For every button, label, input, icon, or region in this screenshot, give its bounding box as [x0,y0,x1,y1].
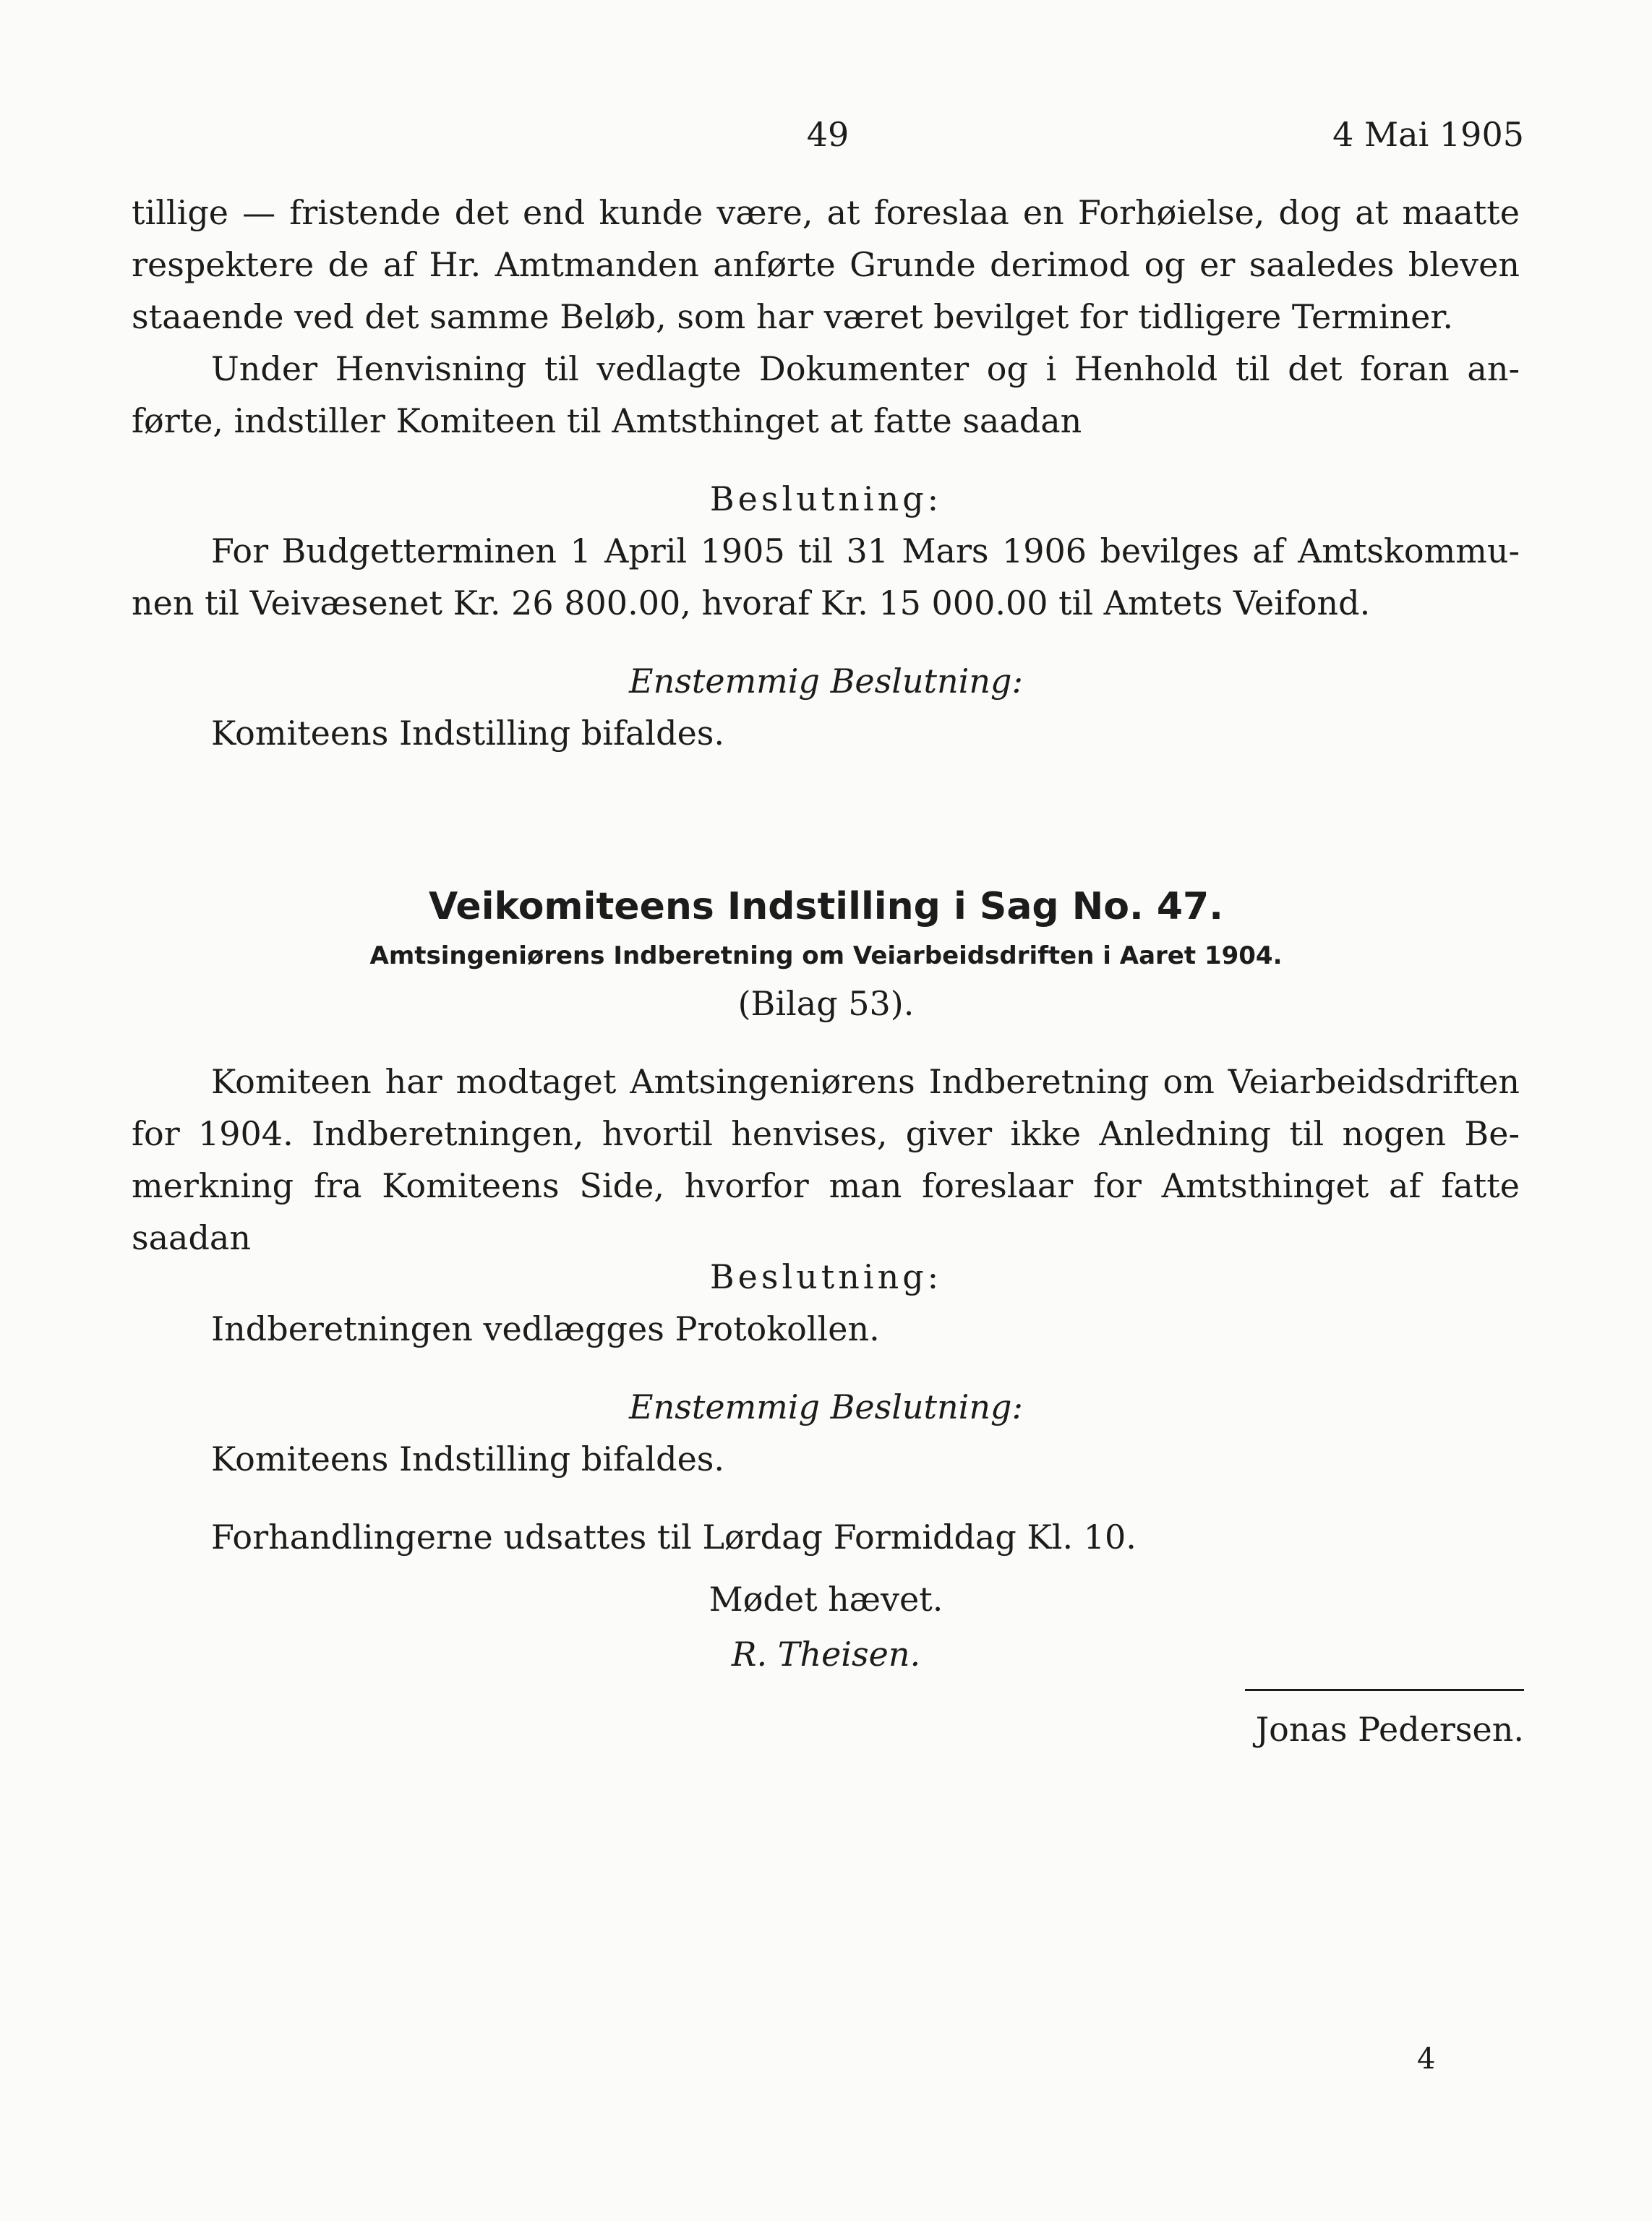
sheet-number: 4 [1417,2042,1436,2076]
text-line: merkning fra Komiteens Side, hvorfor man foreslaar for Amtsthinget af fatte [132,1166,1520,1205]
section-title: Veikomiteens Indstilling i Sag No. 47. [429,885,1223,928]
paragraph-continuation [132,187,1520,343]
enstemmig-heading: Enstemmig Beslutning: [629,662,1023,701]
section-subtitle: Amtsingeniørens Indberetning om Veiarbeidsdriften i Aaret 1904. [369,941,1283,970]
beslutning-text [132,525,1520,629]
text-line: nen til Veivæsenet Kr. 26 800.00, hvoraf Kr. 15 000.00 til Amtets Veifond. [132,583,1371,622]
beslutning-heading: Beslutning: [709,1257,943,1296]
signature-chair: R. Theisen. [731,1635,921,1674]
beslutning-heading: Beslutning: [709,479,943,518]
enstemmig-heading: Enstemmig Beslutning: [629,1387,1023,1426]
text-line: for 1904. Indberetningen, hvortil henvises, giver ikke Anledning til nogen Be- [132,1114,1520,1153]
signature-rule [1245,1689,1524,1691]
page-number: 49 [806,115,849,154]
text-line: staaende ved det samme Beløb, som har været bevilget for tidligere Terminer. [132,297,1453,336]
page-date: 4 Mai 1905 [1332,115,1524,154]
enstemmig-text: Komiteens Indstilling bifaldes. [211,714,725,753]
bilag-reference: (Bilag 53). [737,984,915,1023]
text-line: saadan [132,1218,251,1257]
beslutning-text: Indberetningen vedlægges Protokollen. [211,1309,880,1348]
text-line: respektere de af Hr. Amtmanden anførte Grunde derimod og er saaledes bleven [132,245,1520,284]
signature-secretary: Jonas Pedersen. [1255,1710,1524,1749]
enstemmig-text: Komiteens Indstilling bifaldes. [211,1439,725,1478]
adjournment-text: Forhandlingerne udsattes til Lørdag Formiddag Kl. 10. [211,1518,1137,1557]
text-line: For Budgetterminen 1 April 1905 til 31 Mars 1906 bevilges af Amtskommu- [211,531,1520,570]
meeting-ended-text: Mødet hævet. [709,1580,943,1619]
text-line: Komiteen har modtaget Amtsingeniørens Indberetning om Veiarbeidsdriften [211,1062,1520,1101]
paragraph-henvisning [132,343,1520,447]
text-line: førte, indstiller Komiteen til Amtsthinget at fatte saadan [132,401,1082,440]
paragraph-indberetning [132,1056,1520,1264]
text-line: Under Henvisning til vedlagte Dokumenter og i Henhold til det foran an- [211,349,1520,388]
text-line: tillige — fristende det end kunde være, at foreslaa en Forhøielse, dog at maatte [132,193,1520,232]
